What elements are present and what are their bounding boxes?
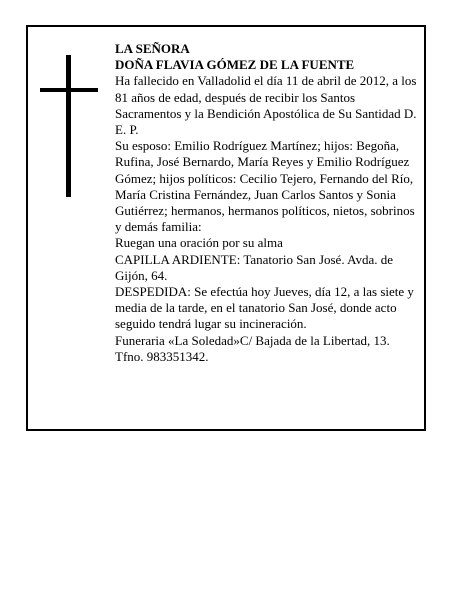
obituary-notice [26,25,426,431]
farewell-info: DESPEDIDA: Se efectúa hoy Jueves, día 12, a las siete y media de la tarde, en el tanatorio San José, donde acto seguido tendrá lugar su incineración. [115,284,414,332]
death-announcement: Ha fallecido en Valladolid el día 11 de abril de 2012, a los 81 años de edad, después de recibir los Santos Sacramentos y la Bendición Apostólica de Su Santidad D. E. P. [115,73,417,138]
prayer-request: Ruegan una oración por su alma [115,235,283,251]
notice-text [115,41,420,365]
funeral-home-info: Funeraria «La Soledad»C/ Bajada de la Libertad, 13. Tfno. 983351342. [115,332,390,364]
cross-vertical-bar [66,55,71,197]
notice-title: LA SEÑORA [115,41,190,56]
cross-horizontal-bar [40,88,98,92]
deceased-name: DOÑA FLAVIA GÓMEZ DE LA FUENTE [115,57,355,73]
cross-icon [40,55,98,197]
family-list: Su esposo: Emilio Rodríguez Martínez; hijos: Begoña, Rufina, José Bernardo, María Reyes y Emilio Rodríguez Gómez; hijos políticos: Cecilio Tejero, Fernando del Río, María Cristina Fernández, Juan Carlos Santos y Sonia Gutiérrez; hermanos, hermanos políticos, nietos, sobrinos y demás familia: [115,138,415,235]
chapel-info: CAPILLA ARDIENTE: Tanatorio San José. Avda. de Gijón, 64. [115,251,394,283]
